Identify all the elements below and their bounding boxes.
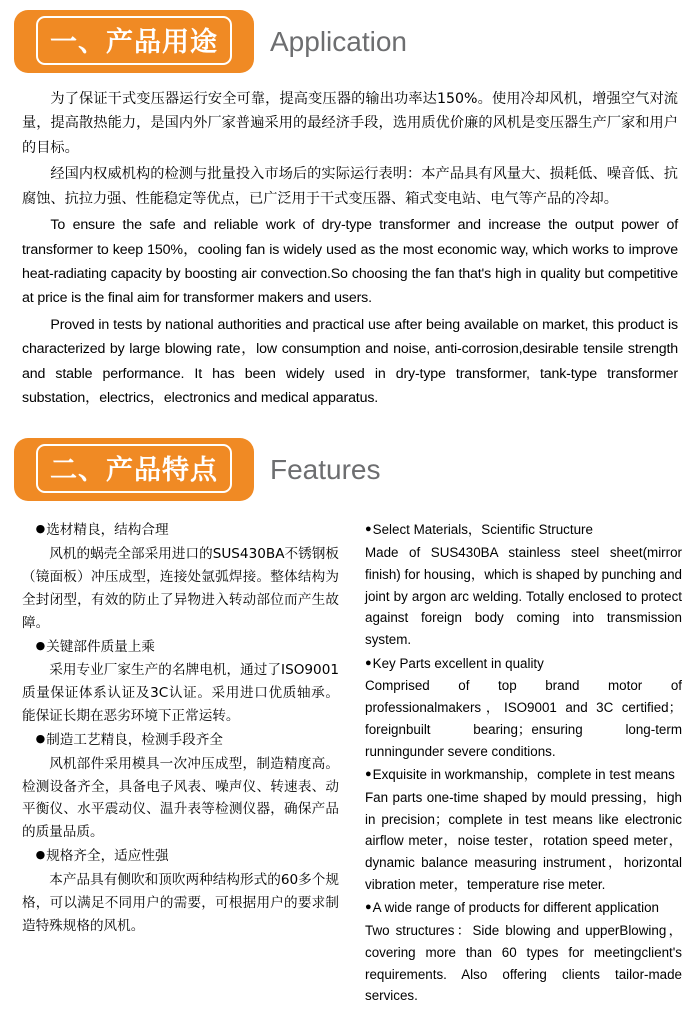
application-body bbox=[0, 73, 700, 410]
feature-bullet bbox=[22, 845, 339, 868]
features-columns bbox=[0, 501, 700, 1008]
feature-paragraph: Fan parts one-time shaped by mould pressing，high in precision；complete in test means like electronic airflow meter，noise tester，rotation speed meter，dynamic balance measuring instrument，horizontal vibration meter，temperature rise meter. bbox=[365, 789, 682, 892]
feature-bullet-label: 规格齐全，适应性强 bbox=[46, 848, 169, 865]
section-gap bbox=[0, 412, 700, 438]
feature-bullet-label: 关键部件质量上乘 bbox=[46, 638, 155, 655]
application-paragraph-4: Proved in tests by national authorities and practical use after being available on market, this product is characterized by large blowing rate，low consumption and noise, anti-corrosion,desirable tensile strength and stable performance. It has been widely used in dry-type transformer, tank-type transformer substation，electrics，electronics and medical apparatus. bbox=[22, 316, 678, 407]
bullet-dot-icon: ● bbox=[35, 848, 46, 862]
feature-bullet bbox=[22, 519, 339, 542]
bullet-dot-icon: ● bbox=[35, 522, 46, 536]
feature-paragraph: 风机的蜗壳全部采用进口的SUS430BA不锈钢板（镜面板）冲压成型，连接处氩弧焊接。整体结构为全封闭型，有效的防止了异物进入转动部位而产生故障。 bbox=[22, 546, 339, 631]
feature-paragraph: Made of SUS430BA stainless steel sheet(mirror finish) for housing，which is shaped by punching and joint by argon arc welding. Totally enclosed to protect against foreign body coming into transmission system. bbox=[365, 545, 682, 647]
bullet-dot-icon: ● bbox=[365, 656, 372, 669]
feature-bullet bbox=[22, 636, 339, 659]
application-paragraph-1: 为了保证干式变压器运行安全可靠，提高变压器的输出功率达150%。使用冷却风机，增强空气对流量，提高散热能力，是国内外厂家普遍采用的最经济手段，选用质优价廉的风机是变压器生产厂家和用户的目标。 bbox=[22, 91, 678, 156]
features-column-english bbox=[365, 519, 682, 1008]
feature-bullet-label: Select Materials，Scientific Structure bbox=[372, 522, 593, 538]
section-badge-application bbox=[14, 10, 254, 73]
bullet-dot-icon: ● bbox=[365, 768, 372, 781]
feature-paragraph: 风机部件采用模具一次冲压成型，制造精度高。检测设备齐全，具备电子风表、噪声仪、转速表、动平衡仪、水平震动仪、温升表等检测仪器，确保产品的质量品质。 bbox=[22, 755, 339, 841]
feature-bullet-label: Key Parts excellent in quality bbox=[372, 655, 544, 671]
application-paragraph-2: 经国内权威机构的检测与批量投入市场后的实际运行表明：本产品具有风量大、损耗低、噪音低、抗腐蚀、抗拉力强、性能稳定等优点，已广泛用于干式变压器、箱式变电站、电气等产品的冷却。 bbox=[22, 166, 678, 207]
section-title-features: Features bbox=[270, 453, 381, 485]
section-badge-label-features: 二、产品特点 bbox=[36, 444, 232, 493]
feature-paragraph: 采用专业厂家生产的名牌电机，通过了ISO9001质量保证体系认证及3C认证。采用进口优质轴承。能保证长期在恶劣环境下正常运转。 bbox=[22, 662, 339, 725]
bullet-dot-icon: ● bbox=[35, 638, 46, 652]
section-title-application: Application bbox=[270, 25, 407, 57]
feature-bullet bbox=[365, 897, 682, 919]
feature-paragraph: Two structures：Side blowing and upperBlowing，covering more than 60 types for meetingclient's requirements. Also offering clients tailor-made services. bbox=[365, 923, 682, 1004]
feature-paragraph: Comprised of top brand motor of professionalmakers，ISO9001 and 3C certified； foreignbuilt bearing；ensuring long-term runningunder severe conditions. bbox=[365, 678, 682, 759]
feature-bullet bbox=[22, 729, 339, 752]
feature-bullet-label: Exquisite in workmanship，complete in test means bbox=[372, 767, 675, 783]
feature-bullet bbox=[365, 764, 682, 786]
features-column-chinese bbox=[22, 519, 339, 1008]
bullet-dot-icon: ● bbox=[365, 523, 372, 536]
bullet-dot-icon: ● bbox=[35, 731, 46, 745]
section-header-application bbox=[0, 10, 700, 73]
feature-bullet-label: 制造工艺精良，检测手段齐全 bbox=[46, 731, 223, 748]
feature-bullet-label: 选材精良，结构合理 bbox=[46, 522, 169, 539]
top-spacer bbox=[0, 0, 700, 10]
section-badge-features bbox=[14, 438, 254, 501]
bullet-dot-icon: ● bbox=[365, 901, 372, 914]
feature-bullet bbox=[365, 653, 682, 675]
feature-paragraph: 本产品具有侧吹和顶吹两种结构形式的60多个规格，可以满足不同用户的需要，可根据用户的要求制造特殊规格的风机。 bbox=[22, 871, 339, 934]
section-badge-label-application: 一、产品用途 bbox=[36, 16, 232, 65]
section-header-features bbox=[0, 438, 700, 501]
feature-bullet-label: A wide range of products for different application bbox=[372, 900, 659, 916]
application-paragraph-3: To ensure the safe and reliable work of dry-type transformer and increase the output power of transformer to keep 150%，cooling fan is widely used as the most economic way, which works to improve heat-radiating capacity by boosting air convection.So choosing the fan that's high in quality but competitive at price is the final aim for transformer makers and users. bbox=[22, 217, 678, 307]
feature-bullet bbox=[365, 519, 682, 541]
